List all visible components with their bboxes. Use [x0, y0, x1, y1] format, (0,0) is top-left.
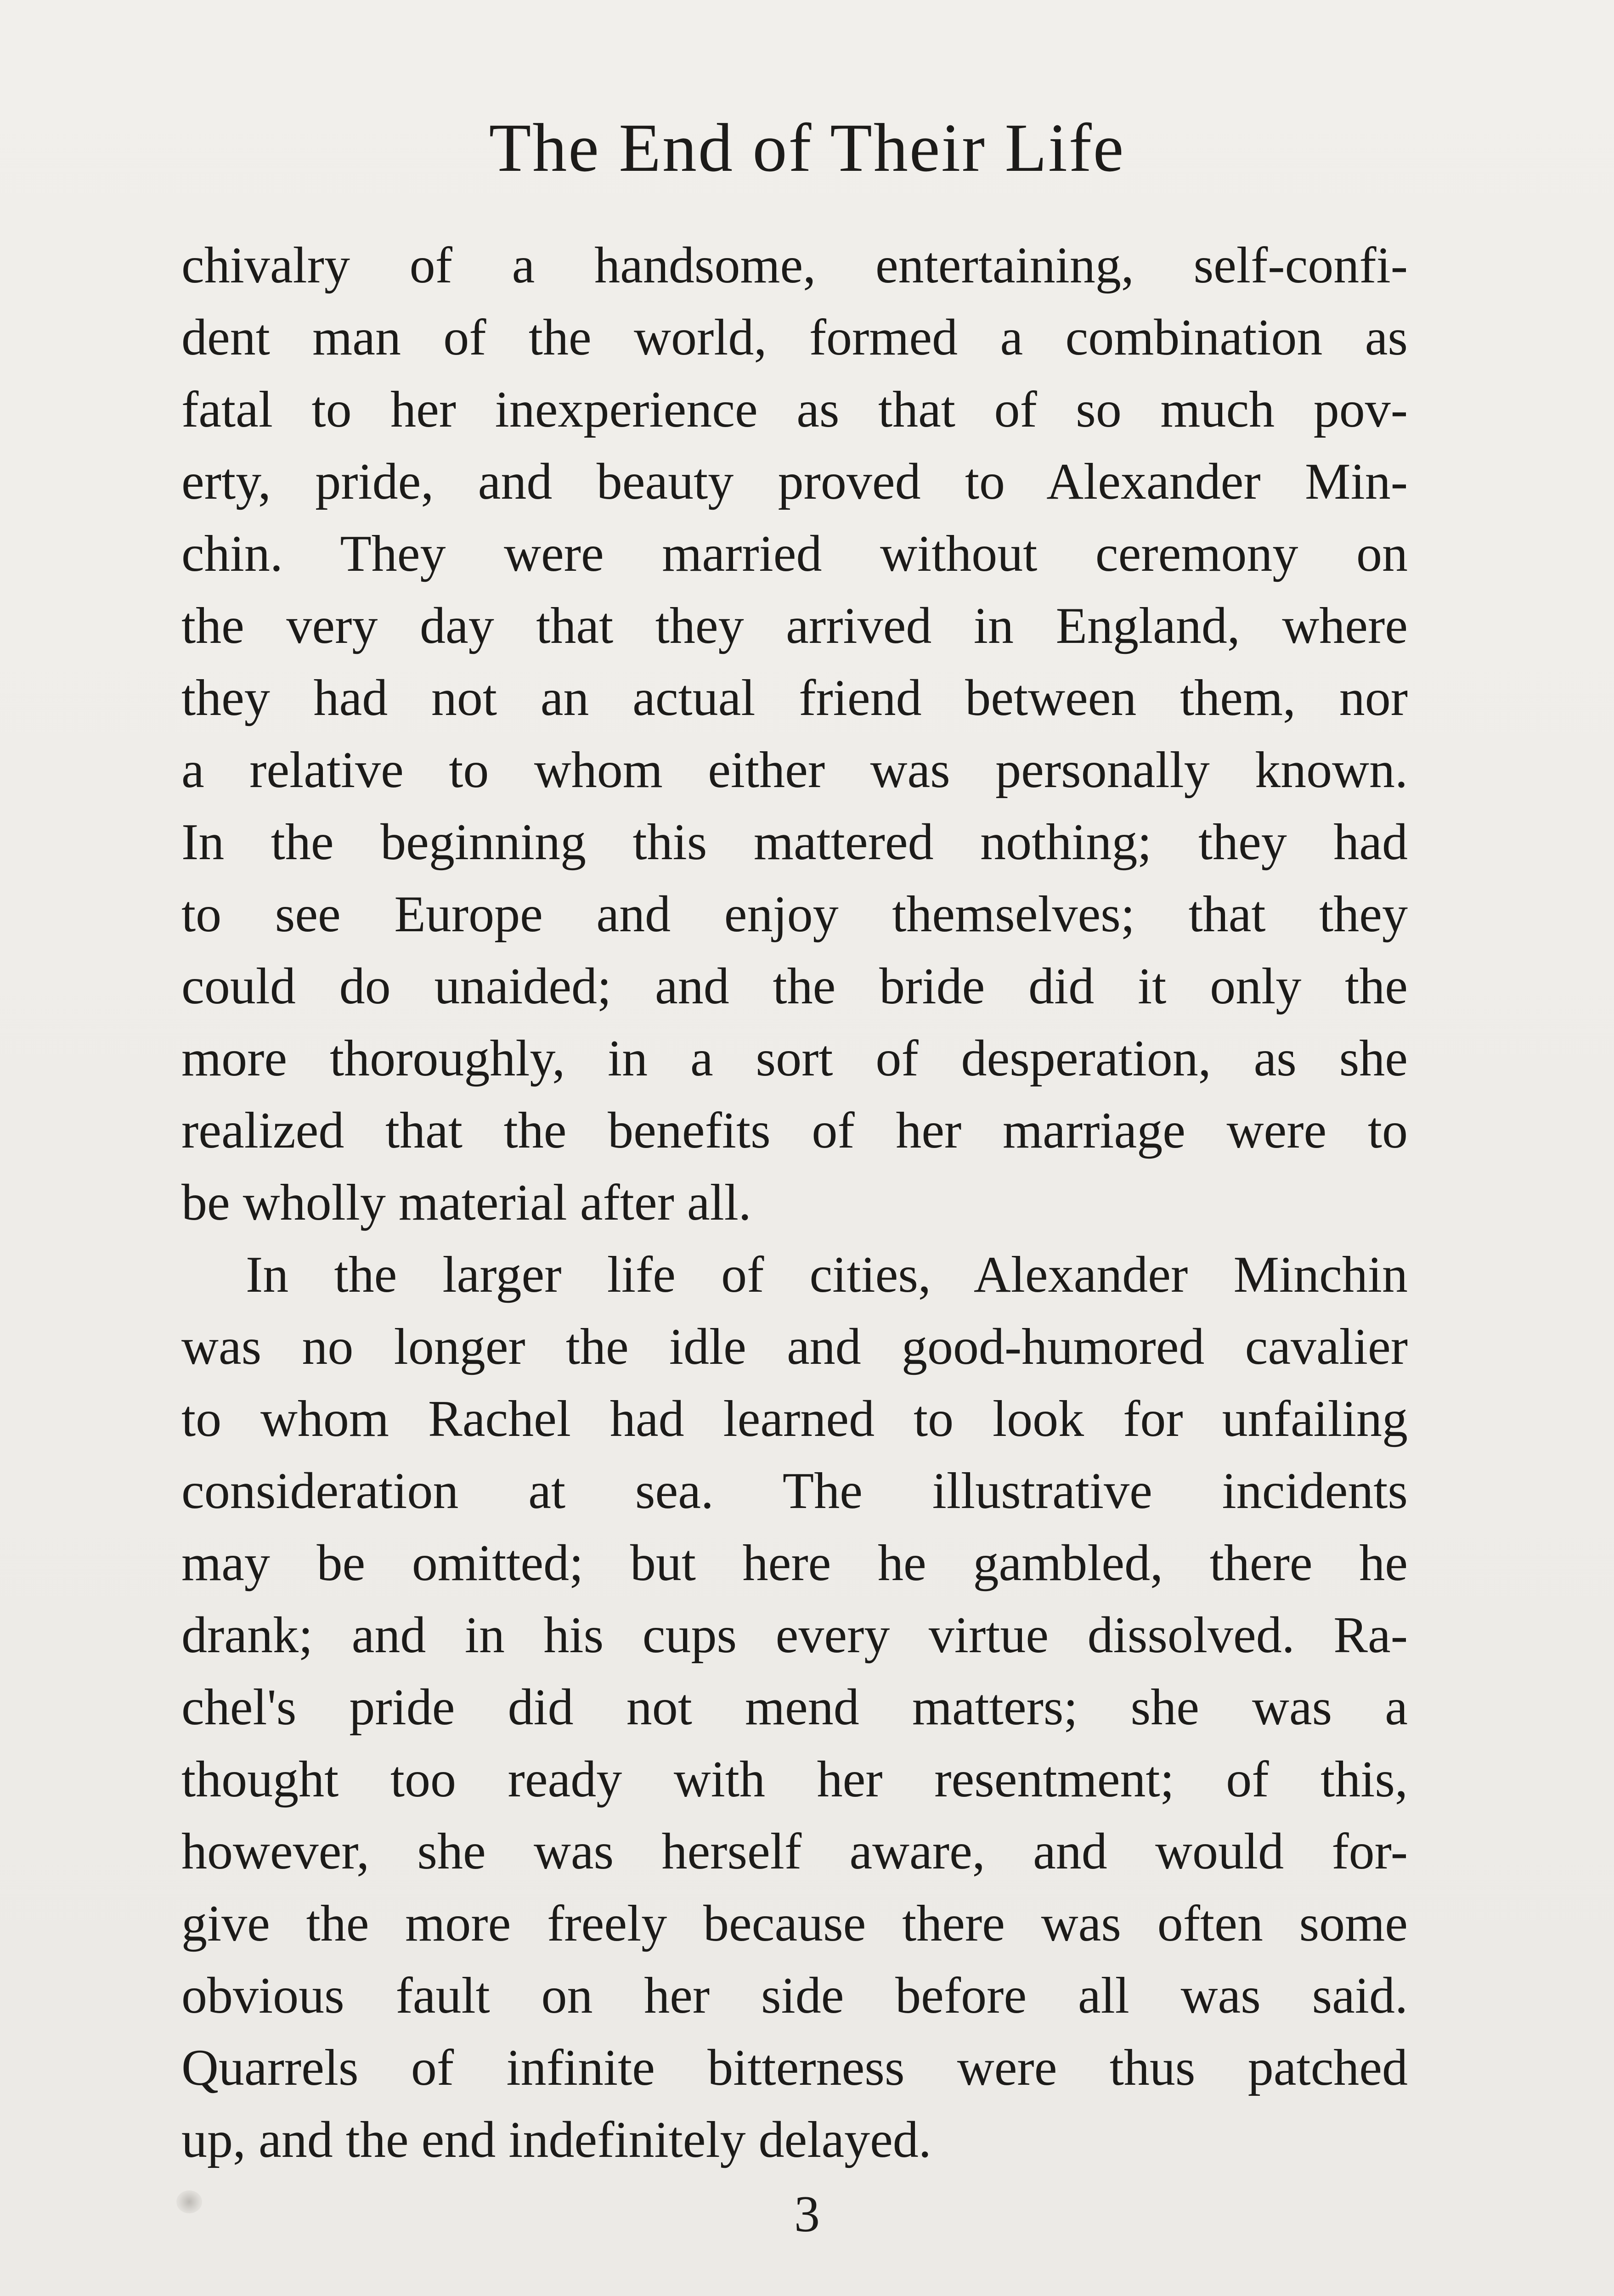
text-line: to see Europe and enjoy themselves; that they: [181, 886, 1408, 943]
text-line: was no longer the idle and good-humored cavalier: [181, 1318, 1408, 1375]
text-line: obvious fault on her side before all was said.: [181, 1967, 1408, 2024]
text-line: Quarrels of infinite bitterness were thus patched: [181, 2039, 1408, 2096]
text-line: give the more freely because there was often some: [181, 1895, 1408, 1952]
text-line: could do unaided; and the bride did it only the: [181, 958, 1408, 1015]
text-line: chel's pride did not mend matters; she was a: [181, 1679, 1408, 1736]
text-line: realized that the benefits of her marriage were to: [181, 1102, 1408, 1159]
text-line: a relative to whom either was personally known.: [181, 742, 1408, 799]
text-line: the very day that they arrived in England, where: [181, 597, 1408, 654]
page-number: 3: [794, 2186, 820, 2243]
text-line: fatal to her inexperience as that of so much pov-: [181, 381, 1408, 438]
text-line: thought too ready with her resentment; of this,: [181, 1751, 1408, 1808]
text-line: up, and the end indefinitely delayed.: [181, 2111, 931, 2168]
text-line: may be omitted; but here he gambled, there he: [181, 1535, 1408, 1592]
text-line: drank; and in his cups every virtue dissolved. Ra-: [181, 1607, 1408, 1664]
text-line: to whom Rachel had learned to look for unfailing: [181, 1390, 1408, 1447]
text-line: chivalry of a handsome, entertaining, self-confi-: [181, 237, 1408, 294]
text-line: consideration at sea. The illustrative incidents: [181, 1463, 1408, 1519]
text-line: be wholly material after all.: [181, 1174, 751, 1231]
text-line: dent man of the world, formed a combination as: [181, 309, 1408, 366]
text-line: In the larger life of cities, Alexander Minchin: [246, 1246, 1408, 1303]
text-line: they had not an actual friend between them, nor: [181, 670, 1408, 726]
text-line: erty, pride, and beauty proved to Alexander Min-: [181, 453, 1408, 510]
body-text: [181, 230, 1408, 2176]
text-line: more thoroughly, in a sort of desperation, as she: [181, 1030, 1408, 1087]
text-line: chin. They were married without ceremony on: [181, 525, 1408, 582]
running-head: The End of Their Life: [489, 110, 1125, 186]
text-line: In the beginning this mattered nothing; they had: [181, 814, 1408, 871]
text-line: however, she was herself aware, and would for-: [181, 1823, 1408, 1880]
